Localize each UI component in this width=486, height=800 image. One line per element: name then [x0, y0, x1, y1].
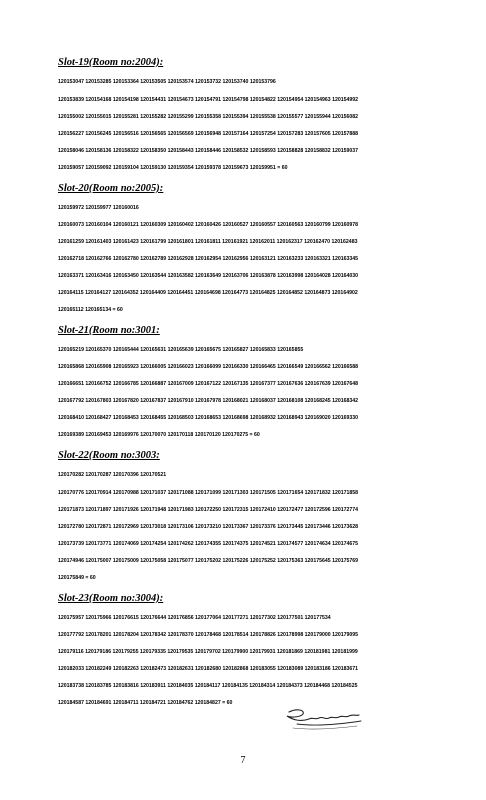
slot-19-heading: Slot-19(Room no:2004): — [58, 57, 164, 68]
slot-22-line-5: 120173739 120173771 120174069 120174254 120174262 120174355 120174375 120174521 120174577 120174634 120174675 — [58, 541, 359, 547]
slot-19-line-6: 120159057 120159092 120159104 120159130 120159354 120159378 120159673 120159951 = 60 — [58, 165, 288, 171]
slot-20-line-6: 120164115 120164127 120164352 120164409 120164451 120164698 120164773 120164825 120164852 120164873 120164902 — [58, 290, 358, 296]
slot-23-line-4: 120182033 120182249 120182263 120182473 120182631 120182680 120182868 120183055 120183089 120183186 120183671 — [58, 666, 359, 672]
signature-image — [283, 704, 365, 732]
page-number: 7 — [240, 755, 246, 766]
slot-22-line-3: 120171873 120171897 120171926 120171948 120171983 120172250 120172315 120172410 120172477 120172596 120172774 — [58, 507, 359, 513]
slot-21-line-3: 120166651 120166752 120166785 120166887 120167009 120167122 120167135 120167377 120167636 120167639 120167648 — [58, 381, 359, 387]
slot-20-line-7: 120165112 120165134 = 60 — [58, 307, 123, 313]
slot-19-line-3: 120155002 120155015 120155281 120155282 120155299 120155358 120155394 120155538 120155577 120155944 120156082 — [58, 114, 359, 120]
slot-22-line-1: 120170282 120170287 120170396 120170521 — [58, 472, 167, 478]
slot-21-line-5: 120168410 120168427 120168453 120168455 120168503 120168653 120168698 120168932 120168943 120169020 120169330 — [58, 415, 359, 421]
slot-23-line-5: 120183738 120183785 120183816 120183911 120184035 120184117 120184135 120184314 120184373 120184468 120184525 — [58, 683, 358, 689]
slot-21-heading: Slot-21(Room no:3001: — [58, 325, 160, 336]
slot-22-line-6: 120174946 120175007 120175009 120175058 120175077 120175202 120175226 120175252 120175363 120175645 120175769 — [58, 558, 359, 564]
slot-20-line-4: 120162718 120162766 120162780 120162789 120162928 120162954 120162956 120163121 120163233 120163321 120163345 — [58, 256, 359, 262]
slot-20-line-2: 120160073 120160104 120160121 120160309 120160402 120160426 120160527 120160557 120160563 120160799 120160978 — [58, 222, 359, 228]
slot-20-line-1: 120159972 120159977 120160016 — [58, 205, 139, 211]
slot-20-heading: Slot-20(Room no:2005): — [58, 183, 164, 194]
slot-21-line-2: 120165868 120165908 120165923 120166005 120166023 120166099 120166330 120166465 120166549 120166562 120166588 — [58, 364, 359, 370]
slot-19-line-4: 120156227 120156245 120156516 120156565 120156569 120156948 120157164 120157254 120157283 120157605 120157888 — [58, 131, 359, 137]
slot-21-line-1: 120165219 120165370 120165444 120165631 120165639 120165675 120165827 120165833 120165855 — [58, 347, 304, 353]
slot-23-line-2: 120177792 120178201 120178204 120178342 120178370 120178468 120178514 120178826 120178998 120179000 120179095 — [58, 632, 359, 638]
slot-23-line-6: 120184587 120184691 120184711 120184721 120184762 120184827 = 60 — [58, 700, 233, 706]
slot-22-line-4: 120172780 120172871 120172969 120173018 120173106 120173210 120173367 120173376 120173445 120173446 120173628 — [58, 524, 359, 530]
slot-19-line-2: 120153839 120154168 120154198 120154431 120154673 120154791 120154798 120154822 120154954 120154963 120154992 — [58, 97, 359, 103]
slot-19-line-1: 120153047 120153285 120153364 120153505 120153574 120153732 120153740 120153796 — [58, 79, 276, 85]
slot-23-line-1: 120175957 120175966 120176615 120176644 120176856 120177064 120177271 120177302 120177501 120177534 — [58, 615, 331, 621]
slot-19-line-5: 120158046 120158136 120158322 120158350 120158443 120158446 120158532 120158593 120158828 120158832 120159037 — [58, 148, 359, 154]
slot-22-line-2: 120170776 120170914 120170988 120171037 120171088 120171099 120171303 120171505 120171654 120171832 120171858 — [58, 490, 359, 496]
slot-22-line-7: 120175849 = 60 — [58, 575, 96, 581]
slot-20-line-5: 120163371 120163416 120163450 120163544 120163582 120163649 120163706 120163878 120163998 120164028 120164030 — [58, 273, 359, 279]
slot-22-heading: Slot-22(Room no:3003: — [58, 450, 160, 461]
slot-21-line-6: 120169389 120169453 120169976 120170070 120170118 120170120 120170275 = 60 — [58, 432, 260, 438]
slot-23-heading: Slot-23(Room no:3004): — [58, 593, 164, 604]
slot-20-line-3: 120161259 120161403 120161423 120161799 120161801 120161811 120161921 120162011 120162317 120162470 120162483 — [58, 239, 358, 245]
slot-21-line-4: 120167792 120167803 120167820 120167837 120167910 120167978 120168021 120168037 120168108 120168245 120168342 — [58, 398, 359, 404]
slot-23-line-3: 120179116 120179186 120179255 120179335 120179535 120179702 120179900 120179931 120181869 120181981 120181999 — [58, 649, 358, 655]
